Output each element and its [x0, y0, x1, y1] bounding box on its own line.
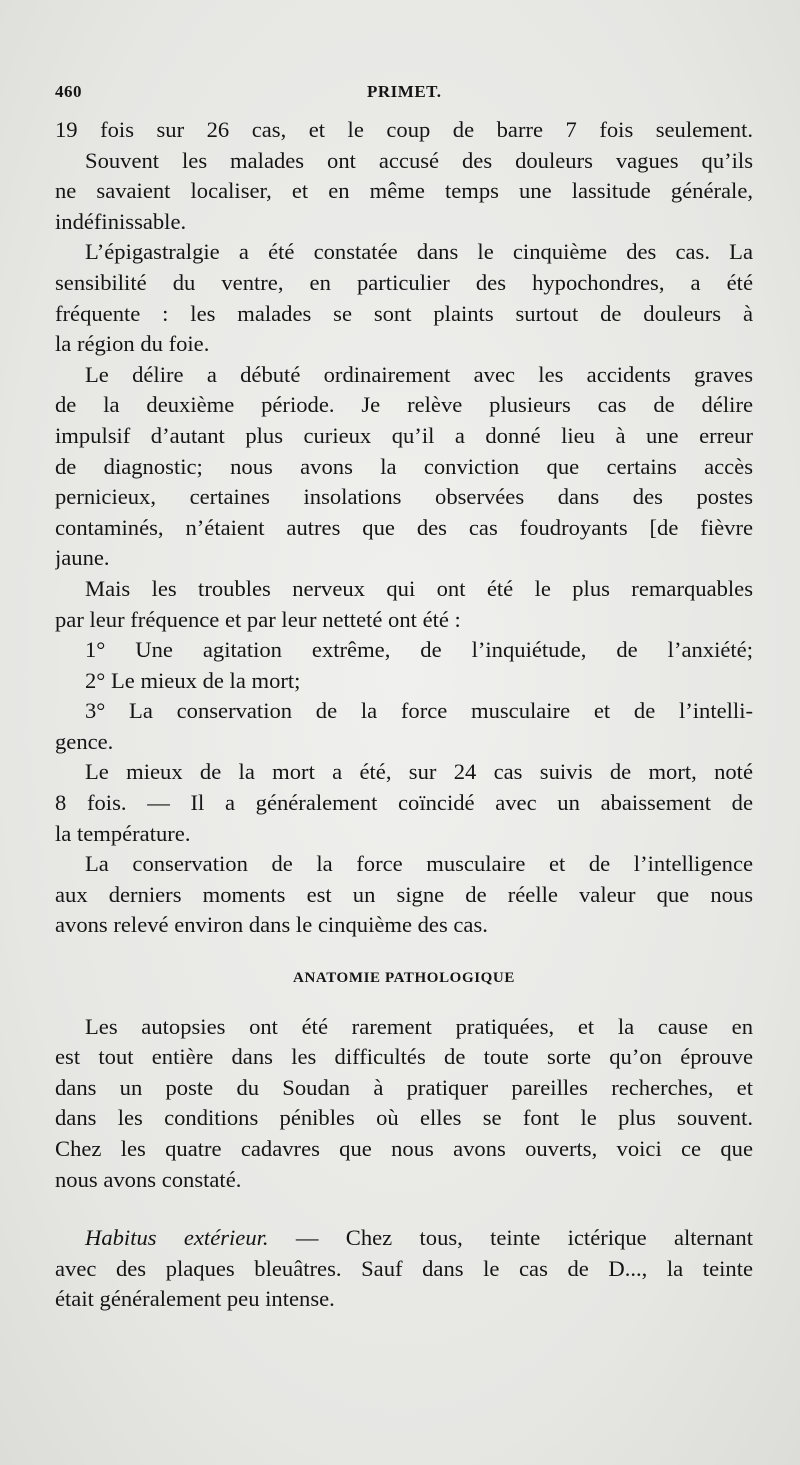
- text-line: Chez les quatre cadavres que nous avons ouverts, voici ce que: [55, 1136, 753, 1161]
- text-line: de la deuxième période. Je relève plusieurs cas de délire: [55, 392, 753, 418]
- text-line: ne savaient localiser, et en même temps une lassitude générale,: [55, 178, 753, 204]
- list-item: 1° Une agitation extrême, de l’inquiétude, de l’anxiété;: [85, 637, 753, 663]
- running-head: PRIMET.: [367, 82, 442, 101]
- text-line: dans un poste du Soudan à pratiquer pareilles recherches, et: [55, 1074, 753, 1100]
- text-line: indéfinissable.: [55, 208, 187, 234]
- habitus-text: — Chez tous, teinte ictérique alternant: [268, 1225, 753, 1251]
- list-item: 2° Le mieux de la mort;: [85, 667, 301, 693]
- text-line: 19 fois sur 26 cas, et le coup de barre 7 fois seulement.: [55, 117, 753, 142]
- text-line: 8 fois. — Il a généralement coïncidé avec un abaissement de: [55, 790, 753, 816]
- text-line: contaminés, n’étaient autres que des cas foudroyants [de fièvre: [55, 514, 753, 540]
- text-line: pernicieux, certaines insolations observées dans des postes: [55, 484, 753, 510]
- text-line: avec des plaques bleuâtres. Sauf dans le cas de D..., la teinte: [55, 1255, 753, 1281]
- habitus-heading: Habitus extérieur.: [85, 1225, 269, 1251]
- text-line: Souvent les malades ont accusé des douleurs vagues qu’ils: [85, 147, 753, 173]
- text-line: par leur fréquence et par leur netteté ont été :: [55, 606, 461, 632]
- text-line: la température.: [55, 820, 191, 846]
- text-line: de diagnostic; nous avons la conviction que certains accès: [55, 453, 753, 479]
- text-line: Le mieux de la mort a été, sur 24 cas suivis de mort, noté: [85, 759, 753, 785]
- text-line: nous avons constaté.: [55, 1166, 242, 1192]
- section-title: ANATOMIE PATHOLOGIQUE: [293, 970, 515, 987]
- page-number: 460: [55, 82, 82, 101]
- text-line: Mais les troubles nerveux qui ont été le plus remarquables: [85, 575, 753, 601]
- page-header: [55, 82, 753, 104]
- text-line: impulsif d’autant plus curieux qu’il a donné lieu à une erreur: [55, 422, 753, 448]
- text-line: sensibilité du ventre, en particulier des hypochondres, a été: [55, 269, 753, 295]
- text-line: la région du foie.: [55, 331, 210, 357]
- text-line: Les autopsies ont été rarement pratiquées, et la cause en: [85, 1013, 753, 1039]
- text-line: est tout entière dans les difficultés de toute sorte qu’on éprouve: [55, 1044, 753, 1070]
- body-text: [55, 115, 753, 1315]
- habitus-line: [55, 1223, 753, 1254]
- text-line: était généralement peu intense.: [55, 1286, 335, 1312]
- text-line: fréquente : les malades se sont plaints surtout de douleurs à: [55, 300, 753, 326]
- list-item: 3° La conservation de la force musculaire et de l’intelli-: [85, 698, 753, 724]
- text-line: Le délire a débuté ordinairement avec les accidents graves: [85, 361, 753, 387]
- paragraph-gap: [55, 1195, 753, 1223]
- text-line: L’épigastralgie a été constatée dans le cinquième des cas. La: [85, 239, 753, 265]
- text-line: aux derniers moments est un signe de réelle valeur que nous: [55, 881, 753, 907]
- text-line: La conservation de la force musculaire et de l’intelligence: [85, 851, 753, 877]
- text-line: avons relevé environ dans le cinquième des cas.: [55, 912, 488, 938]
- text-line: gence.: [55, 728, 114, 754]
- text-line: jaune.: [55, 545, 110, 571]
- text-line: dans les conditions pénibles où elles se font le plus souvent.: [55, 1105, 753, 1131]
